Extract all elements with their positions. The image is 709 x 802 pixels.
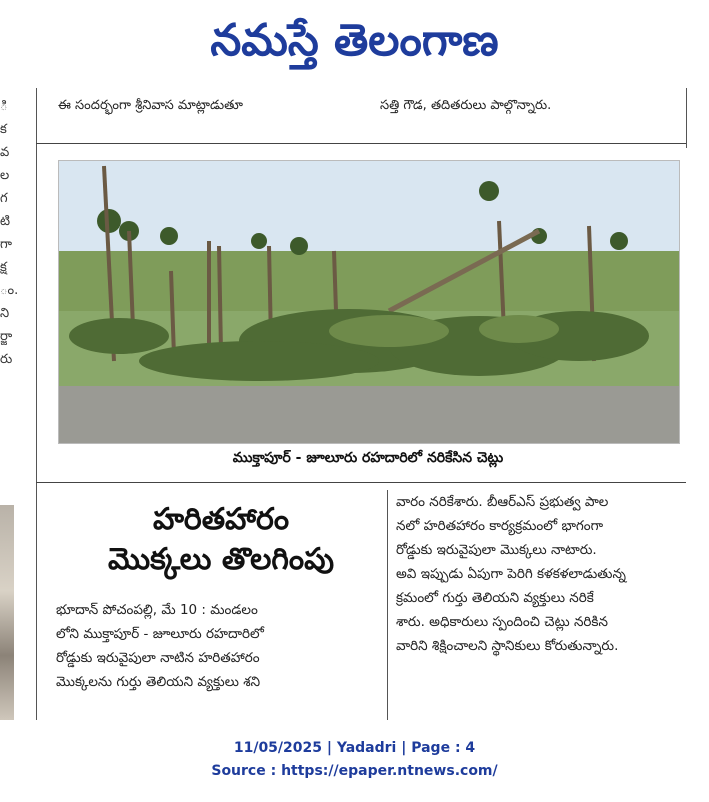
article-line: వారం నరికేశారు. బీఆర్ఎస్ ప్రభుత్వ పాల bbox=[396, 494, 609, 510]
article-line: మొక్కలను గుర్తు తెలియని వ్యక్తులు శని bbox=[56, 674, 261, 690]
top-strip-right-text: సత్తి గౌడ, తదితరులు పాల్గొన్నారు. bbox=[380, 98, 552, 113]
article-line: నలో హరితహారం కార్యక్రమంలో భాగంగా bbox=[396, 518, 604, 534]
left-fragment: ి bbox=[0, 99, 8, 114]
article-column-2 bbox=[396, 490, 686, 658]
left-fragment: వ bbox=[0, 145, 10, 160]
article-headline-line2: మొక్కలు తొలగింపు bbox=[107, 542, 335, 577]
left-fragment: ర్జా bbox=[0, 329, 13, 344]
top-strip-left-text: ఈ సందర్భంగా శ్రీనివాస మాట్లాడుతూ bbox=[58, 98, 243, 113]
felled-trees-illustration bbox=[59, 161, 679, 443]
left-fragment: టి bbox=[0, 214, 11, 229]
left-fragment: గా bbox=[0, 237, 12, 252]
article-line: అవి ఇప్పుడు ఏపుగా పెరిగి కళకళలాడుతున్న bbox=[396, 566, 626, 582]
article-line: రోడ్డుకు ఇరువైపులా నాటిన హరితహారం bbox=[56, 650, 260, 666]
caption-rule bbox=[36, 482, 686, 483]
article-column-1 bbox=[56, 598, 384, 694]
article-line: శారు. అధికారులు స్పందించి చెట్లు నరికిన bbox=[396, 614, 608, 630]
article-line: వారిని శిక్షించాలని స్థానికులు కోరుతున్నారు. bbox=[396, 638, 619, 654]
article-line: భూదాన్ పోచంపల్లి, మే 10 : మండలం bbox=[56, 602, 258, 618]
article-headline-line1: హరితహారం bbox=[152, 502, 290, 537]
footer-date-edition: 11/05/2025 | Yadadri | Page : 4 bbox=[233, 740, 476, 756]
article-line: రోడ్డుకు ఇరువైపులా మొక్కలు నాటారు. bbox=[396, 542, 597, 558]
footer-source-link[interactable]: Source : https://epaper.ntnews.com/ bbox=[211, 763, 498, 779]
photo-caption: ముక్తాపూర్ - జూలూరు రహదారిలో నరికేసిన చెట్లు bbox=[232, 450, 504, 466]
left-fragment: రు bbox=[0, 352, 13, 367]
top-strip-rule bbox=[36, 143, 686, 144]
left-fragment: ని bbox=[0, 306, 10, 321]
left-fragment: క bbox=[0, 122, 7, 137]
left-fragment: ం. bbox=[0, 283, 19, 298]
left-fragment: గ bbox=[0, 191, 8, 206]
right-column-divider bbox=[686, 88, 687, 148]
newspaper-masthead: నమస్తే తెలంగాణ bbox=[210, 15, 499, 66]
left-fragment: ల bbox=[0, 168, 10, 183]
left-fragment: క్ష bbox=[0, 260, 7, 275]
left-column-fragments bbox=[0, 95, 22, 425]
left-column-divider bbox=[36, 88, 37, 720]
left-thumbnail-image bbox=[0, 505, 14, 720]
article-line: క్రమంలో గుర్తు తెలియని వ్యక్తులు నరికే bbox=[396, 590, 594, 606]
news-photo bbox=[58, 160, 680, 444]
article-line: లోని ముక్తాపూర్ - జూలూరు రహదారిలో bbox=[56, 626, 264, 642]
article-column-divider bbox=[387, 490, 388, 720]
